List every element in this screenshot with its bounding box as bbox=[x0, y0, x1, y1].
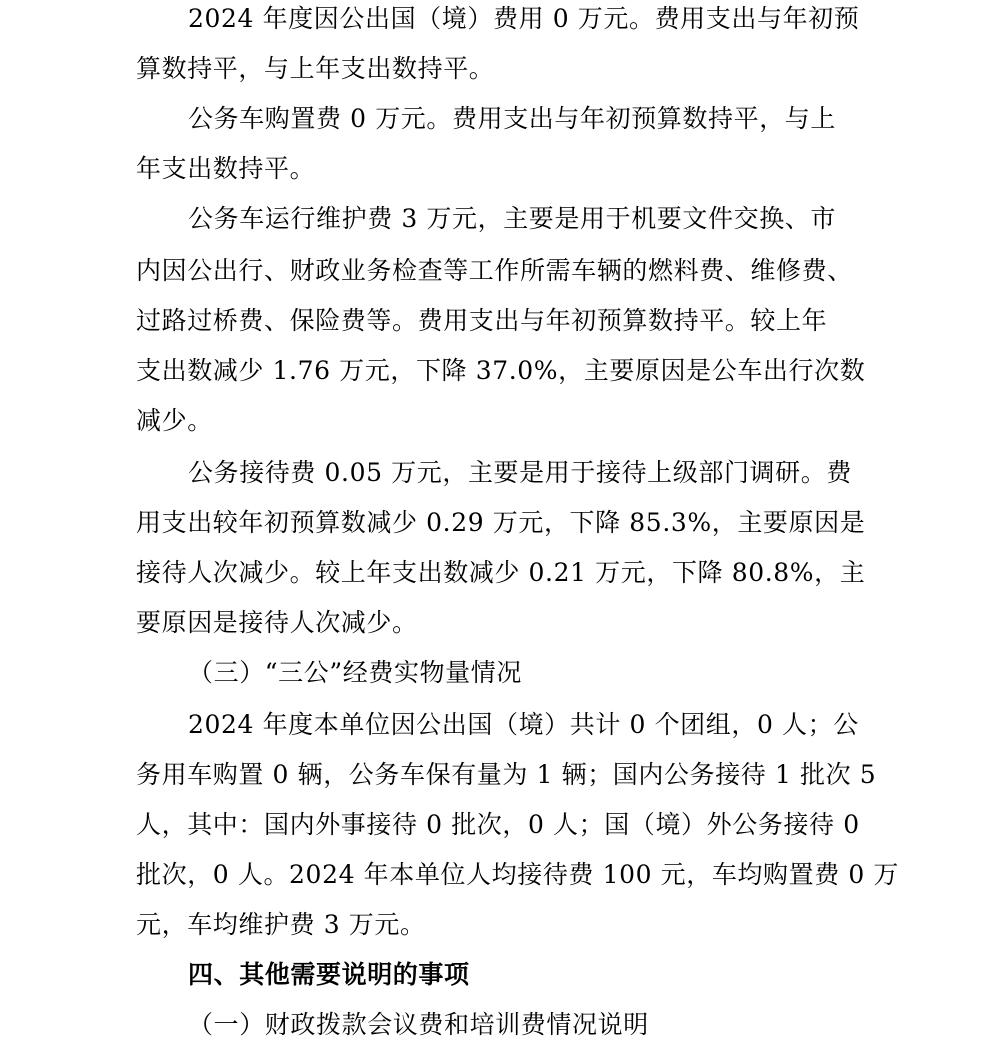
text-line: 过路过桥费、保险费等。费用支出与年初预算数持平。较上年 bbox=[136, 306, 828, 335]
text-line: 算数持平，与上年支出数持平。 bbox=[136, 54, 495, 83]
text-line: 公务接待费 0.05 万元，主要是用于接待上级部门调研。费 bbox=[188, 458, 852, 487]
text-line: 接待人次减少。较上年支出数减少 0.21 万元，下降 80.8%，主 bbox=[136, 558, 866, 587]
text-line: 公务车购置费 0 万元。费用支出与年初预算数持平，与上 bbox=[188, 104, 837, 133]
section-heading: （三）“三公”经费实物量情况 bbox=[188, 658, 522, 687]
text-line: 用支出较年初预算数减少 0.29 万元，下降 85.3%，主要原因是 bbox=[136, 508, 866, 537]
text-line: 务用车购置 0 辆，公务车保有量为 1 辆；国内公务接待 1 批次 5 bbox=[136, 760, 877, 789]
text-line: 2024 年度本单位因公出国（境）共计 0 个团组，0 人；公 bbox=[188, 710, 859, 739]
text-line: 减少。 bbox=[136, 406, 213, 435]
section-heading: （一）财政拨款会议费和培训费情况说明 bbox=[188, 1010, 649, 1039]
text-line: 要原因是接待人次减少。 bbox=[136, 608, 418, 637]
text-line: 年支出数持平。 bbox=[136, 154, 316, 183]
text-line: 元，车均维护费 3 万元。 bbox=[136, 910, 426, 939]
text-line: 批次，0 人。2024 年本单位人均接待费 100 元，车均购置费 0 万 bbox=[136, 860, 900, 889]
text-line: 内因公出行、财政业务检查等工作所需车辆的燃料费、维修费、 bbox=[136, 256, 853, 285]
text-line: 公务车运行维护费 3 万元，主要是用于机要文件交换、市 bbox=[188, 204, 837, 233]
text-line: 人，其中：国内外事接待 0 批次，0 人；国（境）外公务接待 0 bbox=[136, 810, 860, 839]
chapter-heading: 四、其他需要说明的事项 bbox=[188, 960, 470, 989]
text-line: 支出数减少 1.76 万元，下降 37.0%，主要原因是公车出行次数 bbox=[136, 356, 866, 385]
text-line: 2024 年度因公出国（境）费用 0 万元。费用支出与年初预 bbox=[188, 4, 860, 33]
